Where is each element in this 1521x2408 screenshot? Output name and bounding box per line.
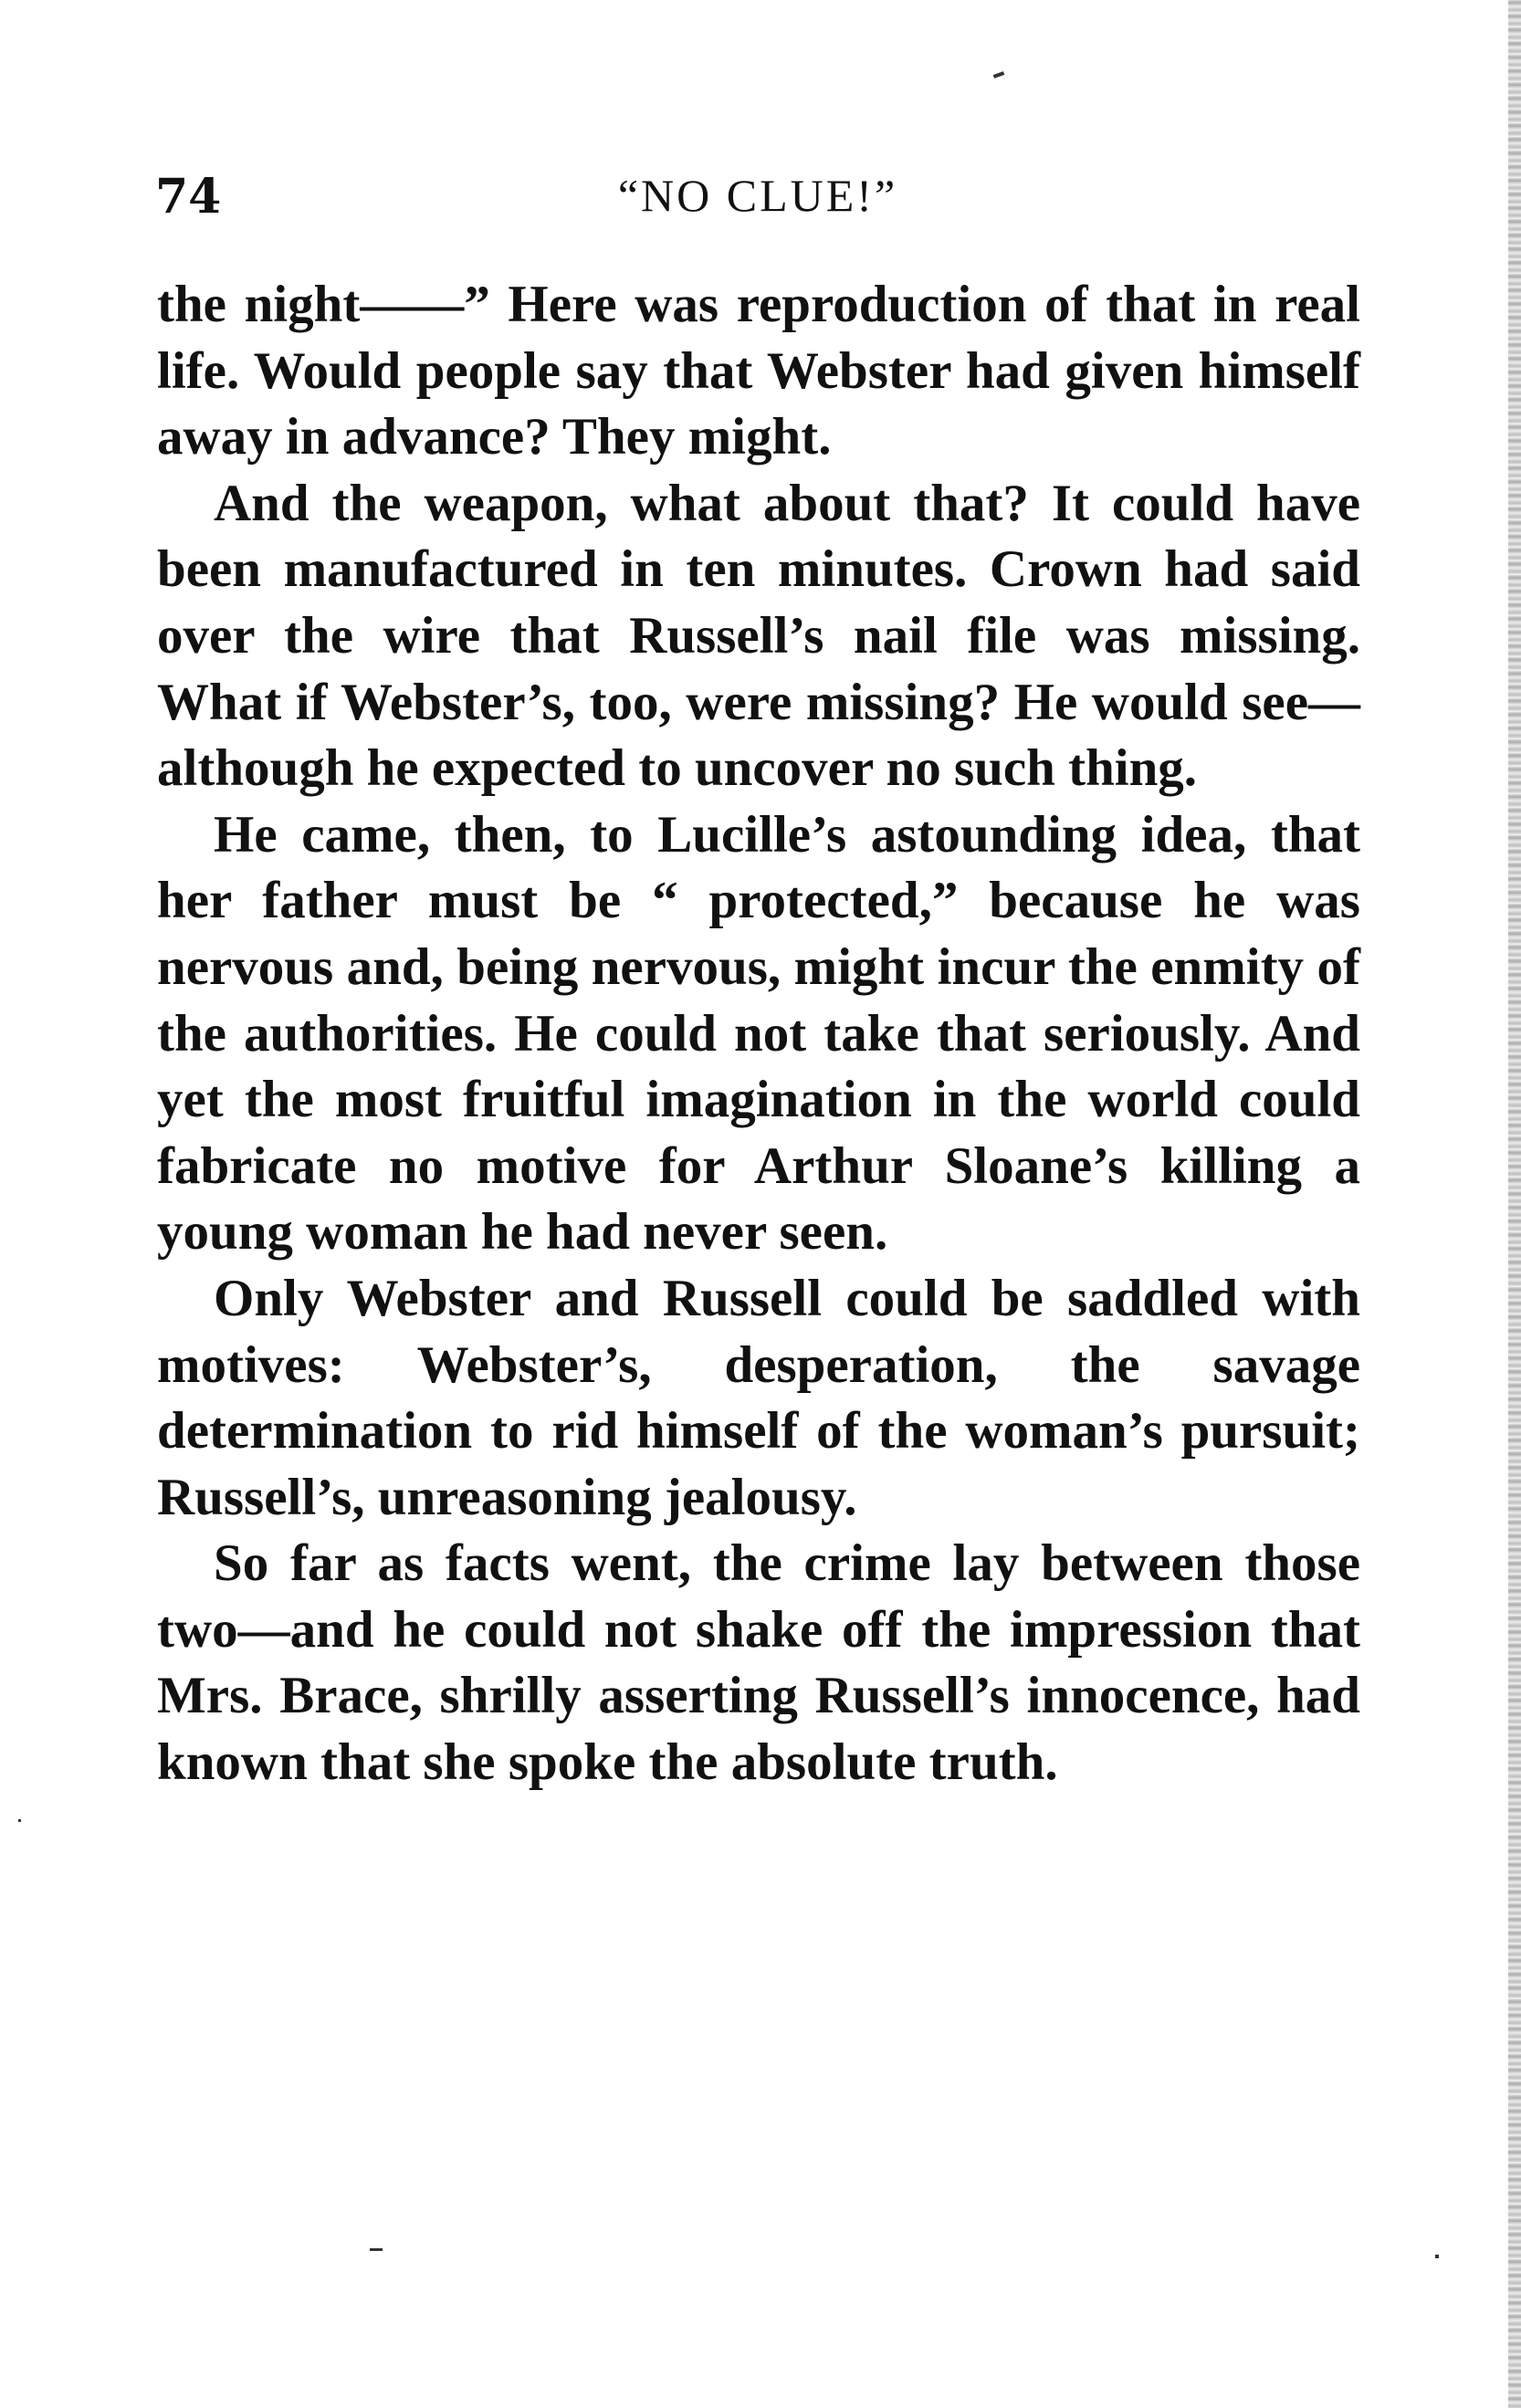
paragraph-3: He came, then, to Lucille’s astounding idea, that her father must be “ protected,” because he was nervous and, being nervous, might incur the enmity of the authorities. He could not take that seriously. And yet the most fruitful imagination in the world could fabricate no motive for Arthur Sloane’s killing a young woman he had never seen. bbox=[157, 805, 1360, 1262]
paragraph-2: And the weapon, what about that? It could have been manufactured in ten minutes. Crown had said over the wire that Russell’s nail file was missing. What if Webster’s, too, were missing? He would see—although he expected to uncover no such thing. bbox=[157, 474, 1360, 798]
page-number: 74 bbox=[155, 169, 222, 225]
paragraph-4: Only Webster and Russell could be saddled with motives: Webster’s, desperation, the savage determination to rid himself of the woman’s pursuit; Russell’s, unreasoning jealousy. bbox=[157, 1269, 1360, 1526]
paragraph-5: So far as facts went, the crime lay between those two—and he could not shake off the impression that Mrs. Brace, shrilly asserting Russell’s innocence, had known that she spoke the absolute truth. bbox=[157, 1534, 1360, 1792]
ink-speck bbox=[993, 71, 1005, 79]
page-header bbox=[155, 169, 1360, 242]
ink-speck bbox=[1435, 2255, 1439, 2258]
ink-speck bbox=[18, 1819, 21, 1822]
page-edge-shadow bbox=[1508, 0, 1521, 2408]
paragraph-1: the night——” Here was reproduction of that in real life. Would people say that Webster had given himself away in advance? They might. bbox=[157, 276, 1360, 466]
text-body bbox=[157, 272, 1360, 1796]
ink-speck bbox=[370, 2248, 383, 2251]
running-title: “NO CLUE!” bbox=[617, 170, 898, 221]
